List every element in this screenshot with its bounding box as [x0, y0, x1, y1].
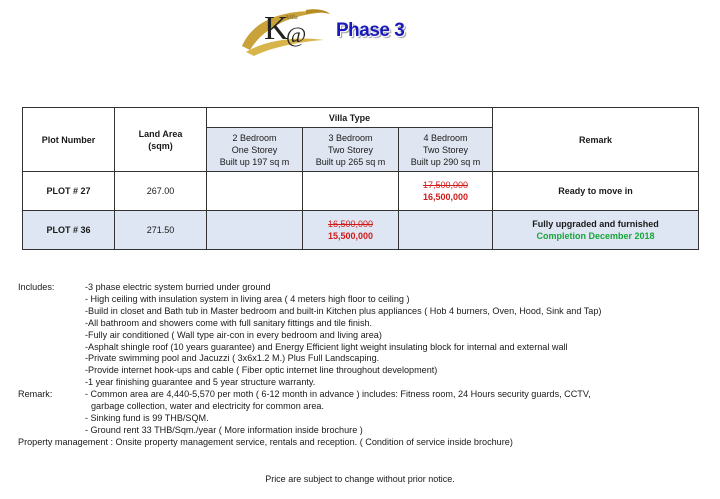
logo-letter: K	[264, 10, 289, 47]
type-built-up: Built up 265 sq m	[315, 156, 386, 167]
price-3-bedroom	[303, 211, 399, 250]
includes-item: -All bathroom and showers come with full sanitary fittings and tile finish.	[85, 317, 373, 328]
includes-item: -Private swimming pool and Jacuzzi ( 3x6x1.2 M.) Plus Full Landscaping.	[85, 353, 380, 364]
new-price: 15,500,000	[327, 231, 374, 241]
remark-text: Fully upgraded and furnished	[532, 219, 659, 229]
remark-text: Ready to move in	[558, 186, 633, 196]
old-price: 16,500,000	[327, 219, 374, 229]
remark-line	[18, 389, 708, 401]
includes-item: -1 year finishing guarantee and 5 year structure warranty.	[85, 377, 316, 388]
type-storey: Two Storey	[327, 144, 374, 155]
price-4-bedroom	[399, 211, 493, 250]
villa-type-4-bedroom	[399, 128, 493, 172]
plot-number: PLOT # 36	[23, 211, 115, 250]
logo-symbol: @	[286, 22, 307, 47]
includes-item: -Provide internet hook-ups and cable ( Fiber optic internet line throughout development)	[85, 365, 438, 376]
villa-type-3-bedroom	[303, 128, 399, 172]
remark-item: - Common area are 4,440-5,570 per moth ( 6-12 month in advance ) includes: Fitness room, 24 Hours security guards, CCTV,	[85, 389, 591, 400]
plot-number: PLOT # 27	[23, 172, 115, 211]
remark-continuation: garbage collection, water and electricity for common area.	[91, 401, 325, 412]
remark-label: Remark:	[18, 389, 53, 400]
table-row-plot-36	[23, 211, 699, 250]
includes-item: -Fully air conditioned ( Wall type air-con in every bedroom and living area)	[85, 329, 382, 340]
remark-item: - Ground rent 33 THB/Sqm./year ( More information inside brochure )	[85, 424, 363, 435]
price-disclaimer: Price are subject to change without prior notice.	[265, 474, 455, 484]
includes-item: - High ceiling with insulation system in living area ( 4 meters high floor to ceiling )	[85, 293, 410, 304]
land-area: 271.50	[115, 211, 207, 250]
type-bedrooms: 2 Bedroom	[232, 132, 277, 143]
includes-item: -Build in closet and Bath tub in Master bedroom and built-in Kitchen plus appliances ( Hob 4 burners, Oven, Hood, Sink and Tap)	[85, 305, 602, 316]
type-storey: Two Storey	[422, 144, 469, 155]
old-price: 17,500,000	[422, 180, 469, 190]
price-3-bedroom	[303, 172, 399, 211]
villa-type-2-bedroom	[207, 128, 303, 172]
type-bedrooms: 3 Bedroom	[328, 132, 373, 143]
villa-ka-logo	[236, 6, 332, 58]
header-land-area: Land Area (sqm)	[115, 108, 207, 172]
notes-section	[18, 282, 708, 449]
header-remark: Remark	[493, 108, 699, 172]
includes-item: -Asphalt shingle roof (10 years guarantee) and Energy Efficient light weight insulating block for internal and external wall	[85, 341, 568, 352]
property-management: Property management : Onsite property management service, rentals and reception. ( Condition of service inside brochure)	[18, 436, 513, 447]
price-2-bedroom	[207, 211, 303, 250]
price-2-bedroom	[207, 172, 303, 211]
includes-item: -3 phase electric system burried under ground	[85, 282, 271, 292]
remark-item: - Sinking fund is 99 THB/SQM.	[85, 412, 209, 423]
villa-price-table	[22, 107, 699, 250]
land-area: 267.00	[115, 172, 207, 211]
remark	[493, 211, 699, 250]
remark	[493, 172, 699, 211]
includes-line	[18, 282, 708, 294]
type-storey: One Storey	[231, 144, 278, 155]
table-row-plot-27	[23, 172, 699, 211]
price-4-bedroom	[399, 172, 493, 211]
type-bedrooms: 4 Bedroom	[423, 132, 468, 143]
type-built-up: Built up 290 sq m	[410, 156, 481, 167]
new-price: 16,500,000	[422, 192, 469, 202]
completion-date: Completion December 2018	[536, 231, 655, 241]
type-built-up: Built up 197 sq m	[219, 156, 290, 167]
header-plot-number: Plot Number	[23, 108, 115, 172]
logo-small-text: Villa	[286, 15, 298, 21]
includes-label: Includes:	[18, 282, 55, 292]
header-villa-type: Villa Type	[207, 108, 493, 128]
page-title: Phase 3	[336, 20, 405, 41]
